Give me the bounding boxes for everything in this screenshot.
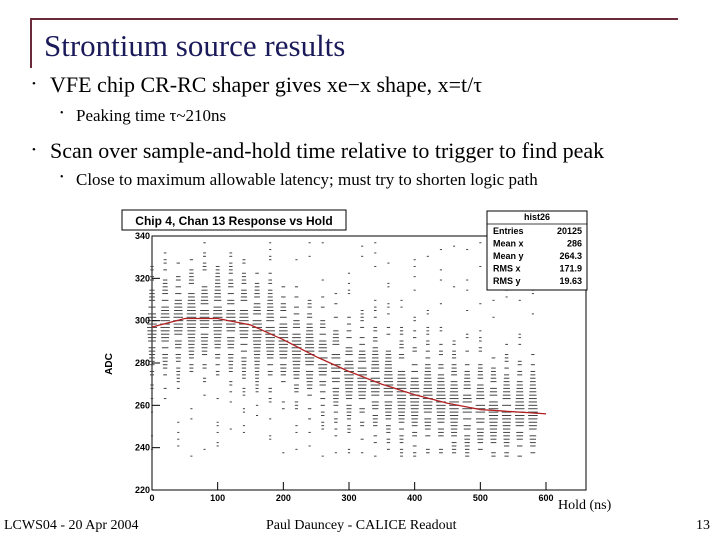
y-tick-label: 240	[134, 442, 150, 453]
footer-center: Paul Dauncey - CALICE Readout	[266, 518, 457, 533]
stats-box-name: hist26	[523, 212, 551, 222]
bullet-marker: •	[32, 78, 36, 90]
x-tick-label: 100	[210, 493, 226, 503]
x-tick-label: 0	[149, 493, 155, 503]
bullet-2-text: Scan over sample-and-hold time relative to trigger to find peak	[50, 138, 605, 163]
bullet-marker: •	[60, 172, 64, 183]
page-number: 13	[696, 518, 710, 533]
stats-row-value: 19.63	[559, 276, 582, 286]
title-frame-left	[30, 18, 32, 68]
chart-title: Chip 4, Chan 13 Response vs Hold	[135, 214, 333, 228]
y-tick-label: 260	[134, 400, 150, 411]
x-tick-label: 200	[275, 493, 291, 503]
bullet-2-sub	[60, 170, 538, 190]
stats-row-label: Entries	[493, 226, 524, 236]
bullet-2-sub-text: Close to maximum allowable latency; must try to shorten logic path	[76, 170, 538, 189]
bullet-1-sub	[60, 106, 227, 126]
y-tick-label: 340	[134, 231, 150, 241]
y-axis-label: ADC	[104, 353, 115, 375]
stats-row-label: Mean x	[493, 238, 524, 249]
stats-row-value: 20125	[556, 226, 582, 236]
y-tick-label: 300	[134, 315, 150, 326]
bullet-1	[32, 72, 483, 98]
bullet-1-text: VFE chip CR-RC shaper gives xe−x shape, x=t/τ	[50, 72, 483, 97]
x-tick-label: 600	[538, 493, 554, 503]
stats-row-label: RMS y	[493, 276, 521, 286]
title-frame-top	[30, 18, 678, 20]
y-tick-label: 280	[134, 358, 150, 368]
x-tick-label: 300	[341, 493, 357, 503]
x-tick-label: 400	[407, 493, 423, 503]
y-tick-label: 220	[134, 485, 150, 495]
x-axis-label: Hold (ns)	[558, 498, 612, 513]
stats-row-value: 286	[566, 238, 582, 249]
bullet-marker: •	[32, 144, 36, 156]
stats-row-value: 264.3	[559, 251, 582, 261]
slide-title: Strontium source results	[44, 28, 346, 63]
x-tick-label: 500	[472, 493, 488, 503]
bullet-2	[32, 138, 605, 164]
footer-left: LCWS04 - 20 Apr 2004	[4, 518, 139, 533]
bullet-1-sub-text: Peaking time τ~210ns	[76, 106, 227, 125]
response-vs-hold-chart	[104, 206, 590, 506]
bullet-marker: •	[60, 108, 64, 119]
stats-row-label: Mean y	[493, 251, 524, 261]
stats-row-label: RMS x	[493, 263, 521, 274]
y-tick-label: 320	[134, 273, 150, 284]
stats-row-value: 171.9	[559, 263, 582, 274]
